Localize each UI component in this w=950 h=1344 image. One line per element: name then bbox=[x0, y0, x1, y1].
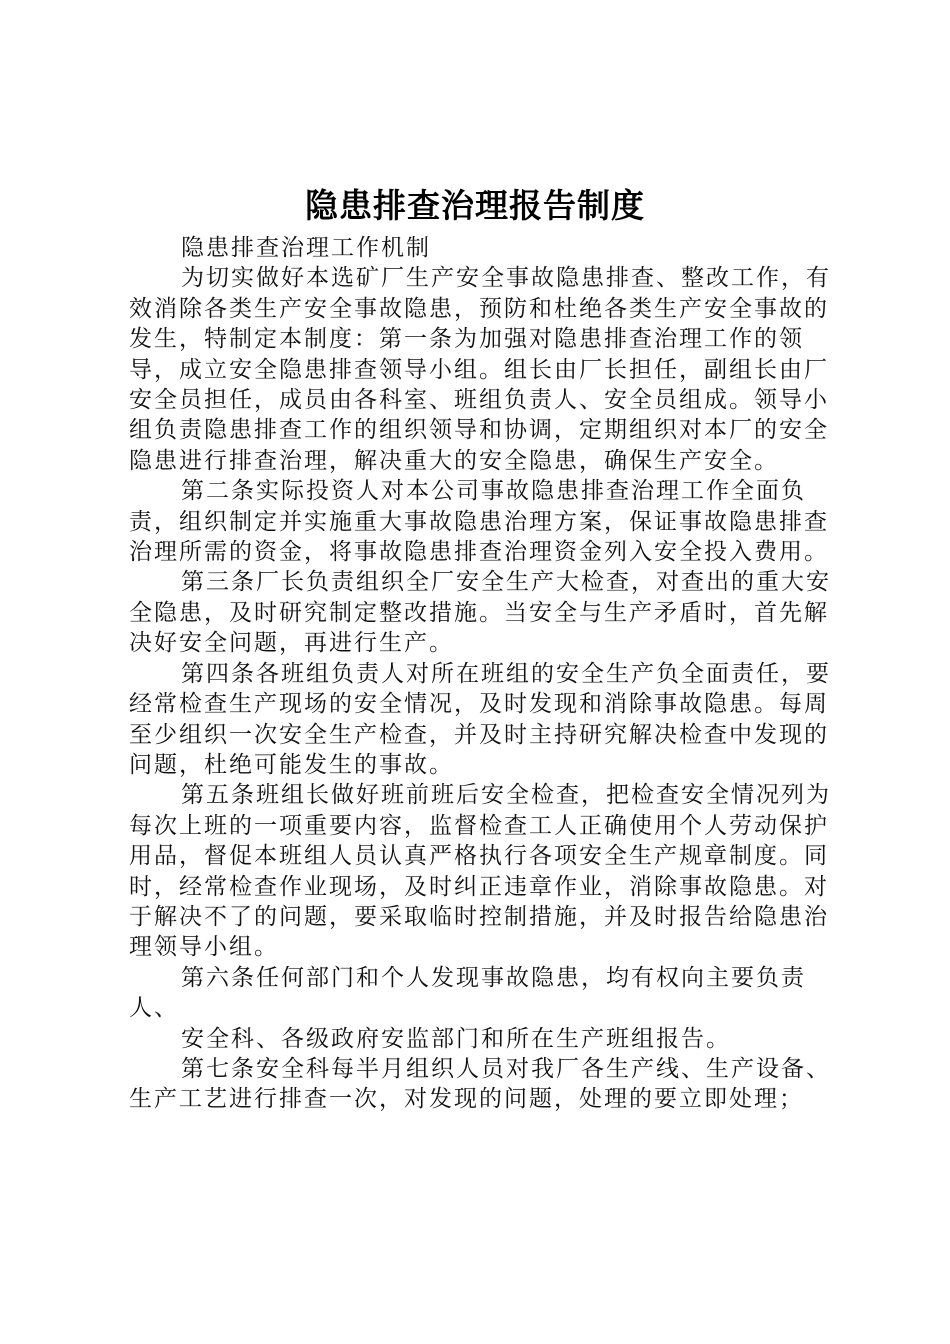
paragraph: 第五条班组长做好班前班后安全检查，把检查安全情况列为每次上班的一项重要内容，监督检查工人正确使用个人劳动保护用品，督促本班组人员认真严格执行各项安全生产规章制度。同时，经常检查作业现场，及时纠正违章作业，消除事故隐患。对于解决不了的问题，要采取临时控制措施，并及时报告给隐患治理领导小组。 bbox=[129, 782, 831, 961]
paragraph: 为切实做好本选矿厂生产安全事故隐患排查、整改工作，有效消除各类生产安全事故隐患，预防和杜绝各类生产安全事故的发生，特制定本制度：第一条为加强对隐患排查治理工作的领导，成立安全隐患排查领导小组。组长由厂长担任，副组长由厂安全员担任，成员由各科室、班组负责人、安全员组成。领导小组负责隐患排查工作的组织领导和协调，定期组织对本厂的安全隐患进行排查治理，解决重大的安全隐患，确保生产安全。 bbox=[129, 265, 831, 474]
section-heading: 隐患排查治理工作机制 bbox=[181, 235, 431, 261]
paragraph: 第六条任何部门和个人发现事故隐患，均有权向主要负责人、 bbox=[129, 964, 806, 1022]
paragraph: 第三条厂长负责组织全厂安全生产大检查，对查出的重大安全隐患，及时研究制定整改措施。当安全与生产矛盾时，首先解决好安全问题，再进行生产。 bbox=[129, 569, 831, 657]
paragraph: 第七条安全科每半月组织人员对我厂各生产线、生产设备、生产工艺进行排查一次，对发现的问题，处理的要立即处理； bbox=[129, 1055, 831, 1113]
document-title: 隐患排查治理报告制度 bbox=[305, 186, 645, 225]
paragraph: 安全科、各级政府安监部门和所在生产班组报告。 bbox=[181, 1025, 731, 1052]
paragraph: 第四条各班组负责人对所在班组的安全生产负全面责任，要经常检查生产现场的安全情况，及时发现和消除事故隐患。每周至少组织一次安全生产检查，并及时主持研究解决检查中发现的问题，杜绝可能发生的事故。 bbox=[129, 660, 831, 778]
paragraph: 第二条实际投资人对本公司事故隐患排查治理工作全面负责，组织制定并实施重大事故隐患治理方案，保证事故隐患排查治理所需的资金，将事故隐患排查治理资金列入安全投入费用。 bbox=[129, 478, 829, 566]
document-body bbox=[129, 233, 835, 1115]
